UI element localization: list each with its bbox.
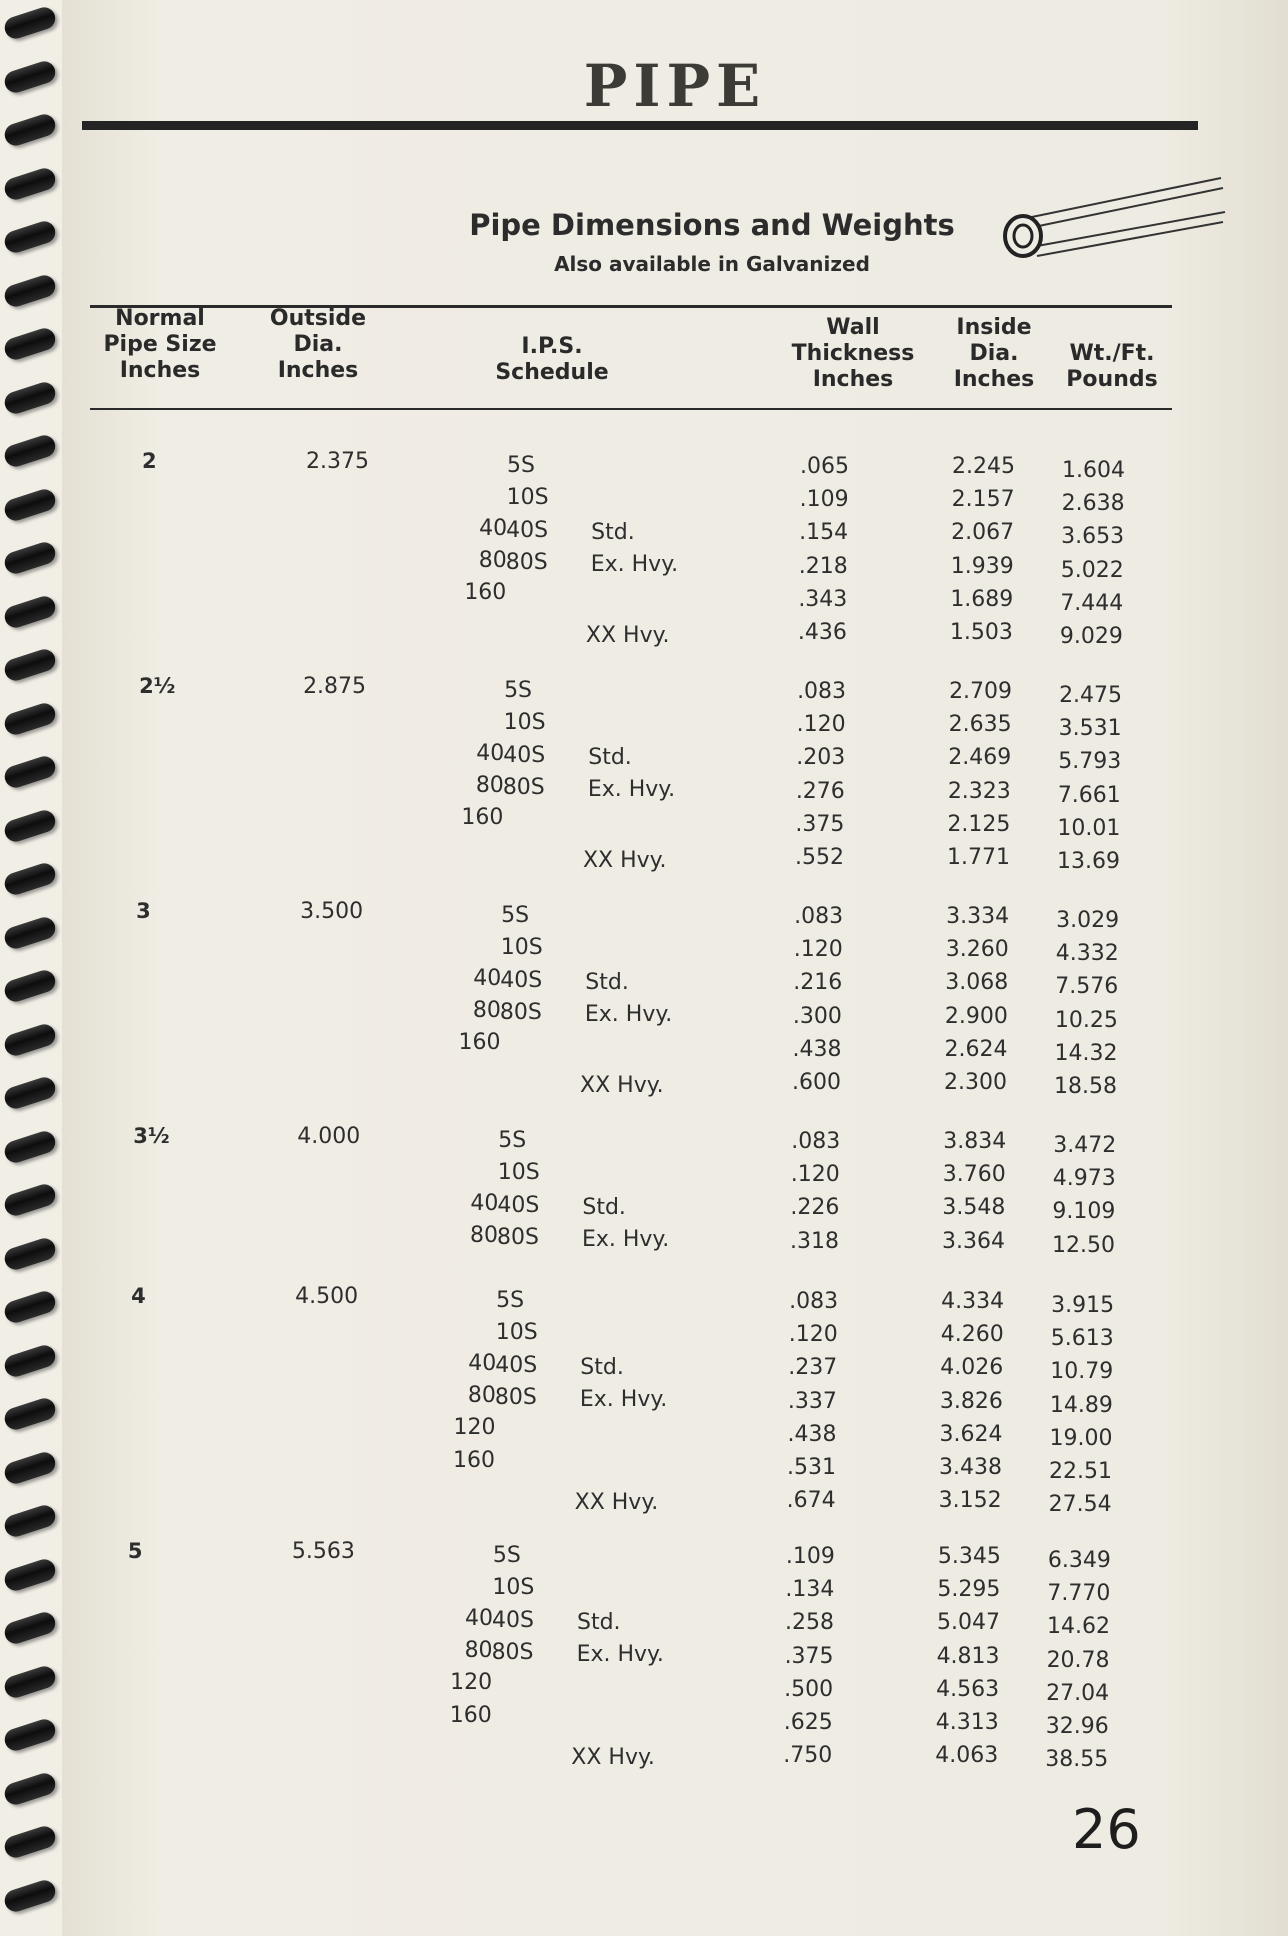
inside-diameter: 2.469 — [948, 745, 1012, 771]
binding-ring — [2, 165, 58, 202]
weight-per-foot: 27.54 — [1048, 1492, 1112, 1518]
inside-diameter: 5.295 — [937, 1577, 1001, 1603]
weight-per-foot: 3.531 — [1058, 716, 1122, 742]
wall-thickness: .436 — [797, 620, 847, 645]
schedule-number: 40 — [473, 965, 502, 991]
inside-diameter: 4.563 — [936, 1676, 1000, 1702]
schedule-number: 80 — [469, 1222, 498, 1248]
inside-diameter: 2.900 — [944, 1003, 1008, 1029]
inside-diameter: 3.334 — [946, 904, 1010, 929]
stainless-schedule: 80S — [496, 1224, 539, 1250]
page-title: PIPE — [583, 52, 767, 120]
header-top-rule — [90, 305, 1172, 308]
weight-per-foot: 7.576 — [1055, 974, 1119, 1000]
stainless-schedule: 5S — [507, 453, 535, 478]
inside-diameter: 3.826 — [939, 1388, 1003, 1414]
wall-thickness: .083 — [794, 904, 844, 929]
spiral-binding — [0, 0, 62, 1936]
binding-ring — [2, 1663, 58, 1700]
schedule-number: 160 — [464, 580, 507, 606]
inside-diameter: 2.067 — [951, 520, 1015, 546]
weight-per-foot: 3.653 — [1061, 524, 1125, 550]
binding-ring — [2, 433, 58, 470]
weight-designation: Std. — [576, 1609, 621, 1635]
weight-designation: Ex. Hvy. — [584, 1001, 673, 1027]
inside-diameter: 4.026 — [940, 1355, 1004, 1381]
wall-thickness: .120 — [790, 1162, 840, 1188]
stainless-schedule: 10S — [503, 710, 546, 736]
binding-ring — [2, 754, 58, 791]
weight-per-foot: 5.022 — [1060, 557, 1124, 583]
weight-designation: XX Hvy. — [571, 1744, 655, 1770]
weight-designation: Ex. Hvy. — [587, 776, 676, 802]
weight-per-foot: 9.029 — [1059, 624, 1123, 649]
stainless-schedule: 10S — [495, 1320, 538, 1346]
inside-diameter: 3.152 — [938, 1488, 1002, 1514]
inside-diameter: 3.364 — [941, 1228, 1005, 1254]
wall-thickness: .154 — [799, 520, 849, 546]
weight-per-foot: 5.793 — [1058, 749, 1122, 775]
inside-diameter: 3.760 — [942, 1162, 1006, 1188]
schedule-number: 80 — [475, 772, 504, 798]
binding-ring — [2, 1556, 58, 1593]
weight-designation: Std. — [591, 519, 635, 545]
binding-ring — [2, 647, 58, 684]
wall-thickness: .216 — [793, 970, 843, 996]
wall-thickness: .300 — [792, 1003, 842, 1029]
page-number: 26 — [1072, 1798, 1141, 1861]
schedule-number: 40 — [464, 1605, 493, 1631]
schedule-number: 40 — [468, 1350, 497, 1376]
weight-per-foot: 2.638 — [1061, 491, 1125, 517]
table-subheading: Also available in Galvanized — [554, 252, 870, 276]
weight-designation: XX Hvy. — [580, 1072, 664, 1098]
stainless-schedule: 10S — [492, 1575, 535, 1601]
weight-per-foot: 7.444 — [1060, 590, 1124, 616]
col-header-id: Inside Dia. Inches — [953, 315, 1035, 392]
weight-designation: XX Hvy. — [574, 1489, 659, 1515]
col-header-schedule: I.P.S. Schedule — [495, 334, 609, 385]
weight-per-foot: 19.00 — [1049, 1425, 1113, 1451]
book-page — [62, 0, 1288, 1936]
stainless-schedule: 10S — [497, 1160, 540, 1186]
stainless-schedule: 5S — [501, 903, 530, 928]
wall-thickness: .337 — [787, 1388, 837, 1414]
weight-per-foot: 3.472 — [1053, 1133, 1117, 1158]
binding-ring — [2, 326, 58, 363]
weight-per-foot: 10.79 — [1050, 1359, 1114, 1385]
nominal-size: 3½ — [133, 1124, 170, 1148]
stainless-schedule: 80S — [499, 999, 542, 1025]
binding-ring — [2, 861, 58, 898]
wall-thickness: .258 — [784, 1610, 834, 1636]
col-header-wall: Wall Thickness Inches — [791, 315, 915, 392]
pipe-icon — [997, 176, 1237, 281]
wall-thickness: .083 — [789, 1289, 839, 1314]
outside-diameter: 2.375 — [306, 449, 369, 474]
wall-thickness: .531 — [787, 1455, 837, 1480]
schedule-number: 120 — [450, 1670, 493, 1696]
inside-diameter: 1.771 — [946, 845, 1010, 870]
inside-diameter: 5.047 — [936, 1610, 1000, 1636]
inside-diameter: 3.624 — [939, 1421, 1003, 1447]
binding-ring — [2, 1289, 58, 1326]
weight-per-foot: 12.50 — [1051, 1232, 1115, 1258]
table-heading: Pipe Dimensions and Weights — [469, 208, 955, 242]
stainless-schedule: 40S — [495, 1352, 538, 1378]
binding-ring — [2, 379, 58, 416]
binding-ring — [2, 914, 58, 951]
nominal-size: 2½ — [139, 674, 176, 698]
binding-ring — [2, 968, 58, 1005]
inside-diameter: 2.624 — [944, 1036, 1008, 1062]
inside-diameter: 5.345 — [937, 1544, 1001, 1569]
binding-ring — [2, 1128, 58, 1165]
nominal-size: 4 — [131, 1284, 146, 1308]
binding-ring — [2, 112, 58, 149]
outside-diameter: 4.500 — [295, 1284, 359, 1309]
nominal-size: 3 — [136, 899, 151, 923]
inside-diameter: 2.635 — [948, 712, 1012, 738]
weight-per-foot: 22.51 — [1049, 1459, 1113, 1484]
wall-thickness: .625 — [783, 1710, 833, 1735]
schedule-number: 120 — [453, 1415, 496, 1441]
nominal-size: 5 — [127, 1539, 143, 1563]
inside-diameter: 4.063 — [935, 1743, 999, 1769]
weight-per-foot: 4.332 — [1055, 941, 1119, 967]
stainless-schedule: 40S — [497, 1192, 540, 1218]
binding-ring — [2, 5, 58, 42]
binding-ring — [2, 1877, 58, 1914]
wall-thickness: .276 — [795, 778, 845, 804]
schedule-number: 80 — [467, 1382, 496, 1408]
weight-per-foot: 2.475 — [1059, 683, 1123, 708]
wall-thickness: .134 — [785, 1577, 835, 1603]
schedule-number: 80 — [472, 997, 501, 1023]
binding-ring — [2, 1610, 58, 1647]
wall-thickness: .343 — [798, 586, 848, 612]
wall-thickness: .318 — [789, 1228, 839, 1254]
inside-diameter: 2.245 — [952, 454, 1015, 479]
weight-designation: Std. — [582, 1194, 626, 1220]
wall-thickness: .109 — [799, 487, 849, 513]
binding-ring — [2, 486, 58, 523]
weight-per-foot: 18.58 — [1054, 1074, 1118, 1099]
inside-diameter: 4.334 — [941, 1289, 1005, 1314]
wall-thickness: .375 — [784, 1643, 834, 1669]
weight-per-foot: 6.349 — [1047, 1548, 1111, 1573]
weight-per-foot: 3.029 — [1056, 908, 1120, 933]
weight-per-foot: 20.78 — [1046, 1647, 1110, 1673]
wall-thickness: .120 — [788, 1322, 838, 1348]
schedule-number: 80 — [478, 547, 507, 573]
wall-thickness: .750 — [783, 1743, 833, 1769]
schedule-number: 160 — [458, 1030, 501, 1056]
header-bottom-rule — [90, 408, 1172, 410]
weight-per-foot: 10.01 — [1057, 815, 1121, 841]
wall-thickness: .065 — [800, 454, 849, 479]
nominal-size: 2 — [142, 449, 157, 473]
weight-designation: Ex. Hvy. — [581, 1226, 670, 1252]
wall-thickness: .120 — [796, 712, 846, 738]
inside-diameter: 2.125 — [947, 811, 1011, 837]
outside-diameter: 5.563 — [291, 1539, 355, 1564]
schedule-number: 80 — [464, 1637, 493, 1663]
binding-ring — [2, 700, 58, 737]
weight-per-foot: 1.604 — [1062, 458, 1125, 483]
binding-ring — [2, 1503, 58, 1540]
weight-designation: Std. — [588, 744, 632, 770]
binding-ring — [2, 1021, 58, 1058]
title-divider — [82, 121, 1198, 130]
wall-thickness: .552 — [794, 845, 844, 870]
weight-per-foot: 32.96 — [1045, 1714, 1109, 1739]
weight-per-foot: 10.25 — [1054, 1007, 1118, 1033]
binding-ring — [2, 1449, 58, 1486]
weight-designation: Ex. Hvy. — [590, 551, 679, 577]
binding-ring — [2, 807, 58, 844]
weight-per-foot: 14.62 — [1046, 1614, 1110, 1640]
stainless-schedule: 80S — [502, 774, 545, 800]
weight-per-foot: 3.915 — [1051, 1293, 1115, 1318]
binding-ring — [2, 1182, 58, 1219]
stainless-schedule: 80S — [494, 1384, 537, 1410]
weight-per-foot: 5.613 — [1050, 1326, 1114, 1352]
weight-per-foot: 9.109 — [1052, 1199, 1116, 1225]
weight-per-foot: 7.661 — [1057, 782, 1121, 808]
schedule-number: 40 — [476, 740, 505, 766]
inside-diameter: 2.709 — [949, 679, 1013, 704]
binding-ring — [2, 1075, 58, 1112]
inside-diameter: 2.323 — [947, 778, 1011, 804]
inside-diameter: 2.300 — [944, 1070, 1008, 1095]
stainless-schedule: 40S — [500, 967, 543, 993]
schedule-number: 40 — [470, 1190, 499, 1216]
schedule-number: 40 — [479, 515, 508, 541]
wall-thickness: .218 — [798, 553, 848, 579]
inside-diameter: 3.068 — [945, 970, 1009, 996]
weight-per-foot: 4.973 — [1052, 1166, 1116, 1192]
inside-diameter: 1.503 — [949, 620, 1013, 645]
outside-diameter: 3.500 — [300, 899, 364, 924]
outside-diameter: 2.875 — [303, 674, 367, 699]
stainless-schedule: 5S — [498, 1128, 527, 1153]
binding-ring — [2, 1770, 58, 1807]
wall-thickness: .226 — [790, 1195, 840, 1221]
binding-ring — [2, 1235, 58, 1272]
inside-diameter: 1.939 — [950, 553, 1014, 579]
stainless-schedule: 40S — [506, 517, 549, 543]
stainless-schedule: 5S — [496, 1288, 525, 1313]
stainless-schedule: 80S — [491, 1639, 534, 1665]
weight-designation: Std. — [585, 969, 629, 995]
binding-ring — [2, 1396, 58, 1433]
inside-diameter: 4.313 — [935, 1710, 999, 1735]
inside-diameter: 1.689 — [950, 586, 1014, 612]
weight-designation: XX Hvy. — [585, 622, 670, 648]
binding-ring — [2, 1717, 58, 1754]
wall-thickness: .375 — [795, 811, 845, 837]
weight-designation: Ex. Hvy. — [579, 1386, 668, 1412]
schedule-number: 160 — [449, 1702, 492, 1728]
binding-ring — [2, 58, 58, 95]
binding-ring — [2, 593, 58, 630]
wall-thickness: .109 — [785, 1544, 835, 1569]
stainless-schedule: 5S — [504, 678, 533, 703]
weight-per-foot: 7.770 — [1047, 1581, 1111, 1607]
weight-per-foot: 14.32 — [1054, 1040, 1118, 1066]
inside-diameter: 4.813 — [936, 1643, 1000, 1669]
inside-diameter: 4.260 — [940, 1322, 1004, 1348]
weight-per-foot: 14.89 — [1049, 1392, 1113, 1418]
inside-diameter: 3.834 — [943, 1129, 1007, 1154]
col-header-nps: Normal Pipe Size Inches — [103, 306, 217, 383]
outside-diameter: 4.000 — [297, 1124, 361, 1149]
wall-thickness: .438 — [787, 1421, 837, 1447]
stainless-schedule: 40S — [503, 742, 546, 768]
weight-designation: Std. — [580, 1354, 624, 1380]
wall-thickness: .600 — [792, 1070, 842, 1095]
wall-thickness: .500 — [784, 1676, 834, 1702]
wall-thickness: .674 — [786, 1488, 836, 1514]
wall-thickness: .120 — [793, 937, 843, 963]
stainless-schedule: 10S — [500, 935, 543, 961]
weight-designation: XX Hvy. — [582, 847, 667, 873]
wall-thickness: .438 — [792, 1036, 842, 1062]
schedule-number: 160 — [461, 805, 504, 831]
binding-ring — [2, 219, 58, 256]
wall-thickness: .237 — [788, 1355, 838, 1381]
wall-thickness: .083 — [797, 679, 847, 704]
weight-per-foot: 27.04 — [1046, 1680, 1110, 1706]
stainless-schedule: 5S — [492, 1543, 521, 1568]
binding-ring — [2, 540, 58, 577]
col-header-od: Outside Dia. Inches — [269, 306, 367, 383]
inside-diameter: 3.260 — [945, 937, 1009, 963]
wall-thickness: .203 — [796, 745, 846, 771]
weight-designation: Ex. Hvy. — [576, 1641, 664, 1667]
binding-ring — [2, 1342, 58, 1379]
wall-thickness: .083 — [791, 1129, 841, 1154]
weight-per-foot: 38.55 — [1045, 1747, 1109, 1773]
inside-diameter: 3.548 — [942, 1195, 1006, 1221]
binding-ring — [2, 1824, 58, 1861]
binding-ring — [2, 272, 58, 309]
schedule-number: 160 — [453, 1447, 496, 1473]
stainless-schedule: 80S — [505, 549, 548, 575]
stainless-schedule: 40S — [491, 1607, 534, 1633]
stainless-schedule: 10S — [506, 485, 549, 511]
inside-diameter: 2.157 — [951, 487, 1015, 513]
weight-per-foot: 13.69 — [1056, 849, 1120, 874]
col-header-weight: Wt./Ft. Pounds — [1066, 341, 1158, 392]
inside-diameter: 3.438 — [939, 1455, 1003, 1480]
